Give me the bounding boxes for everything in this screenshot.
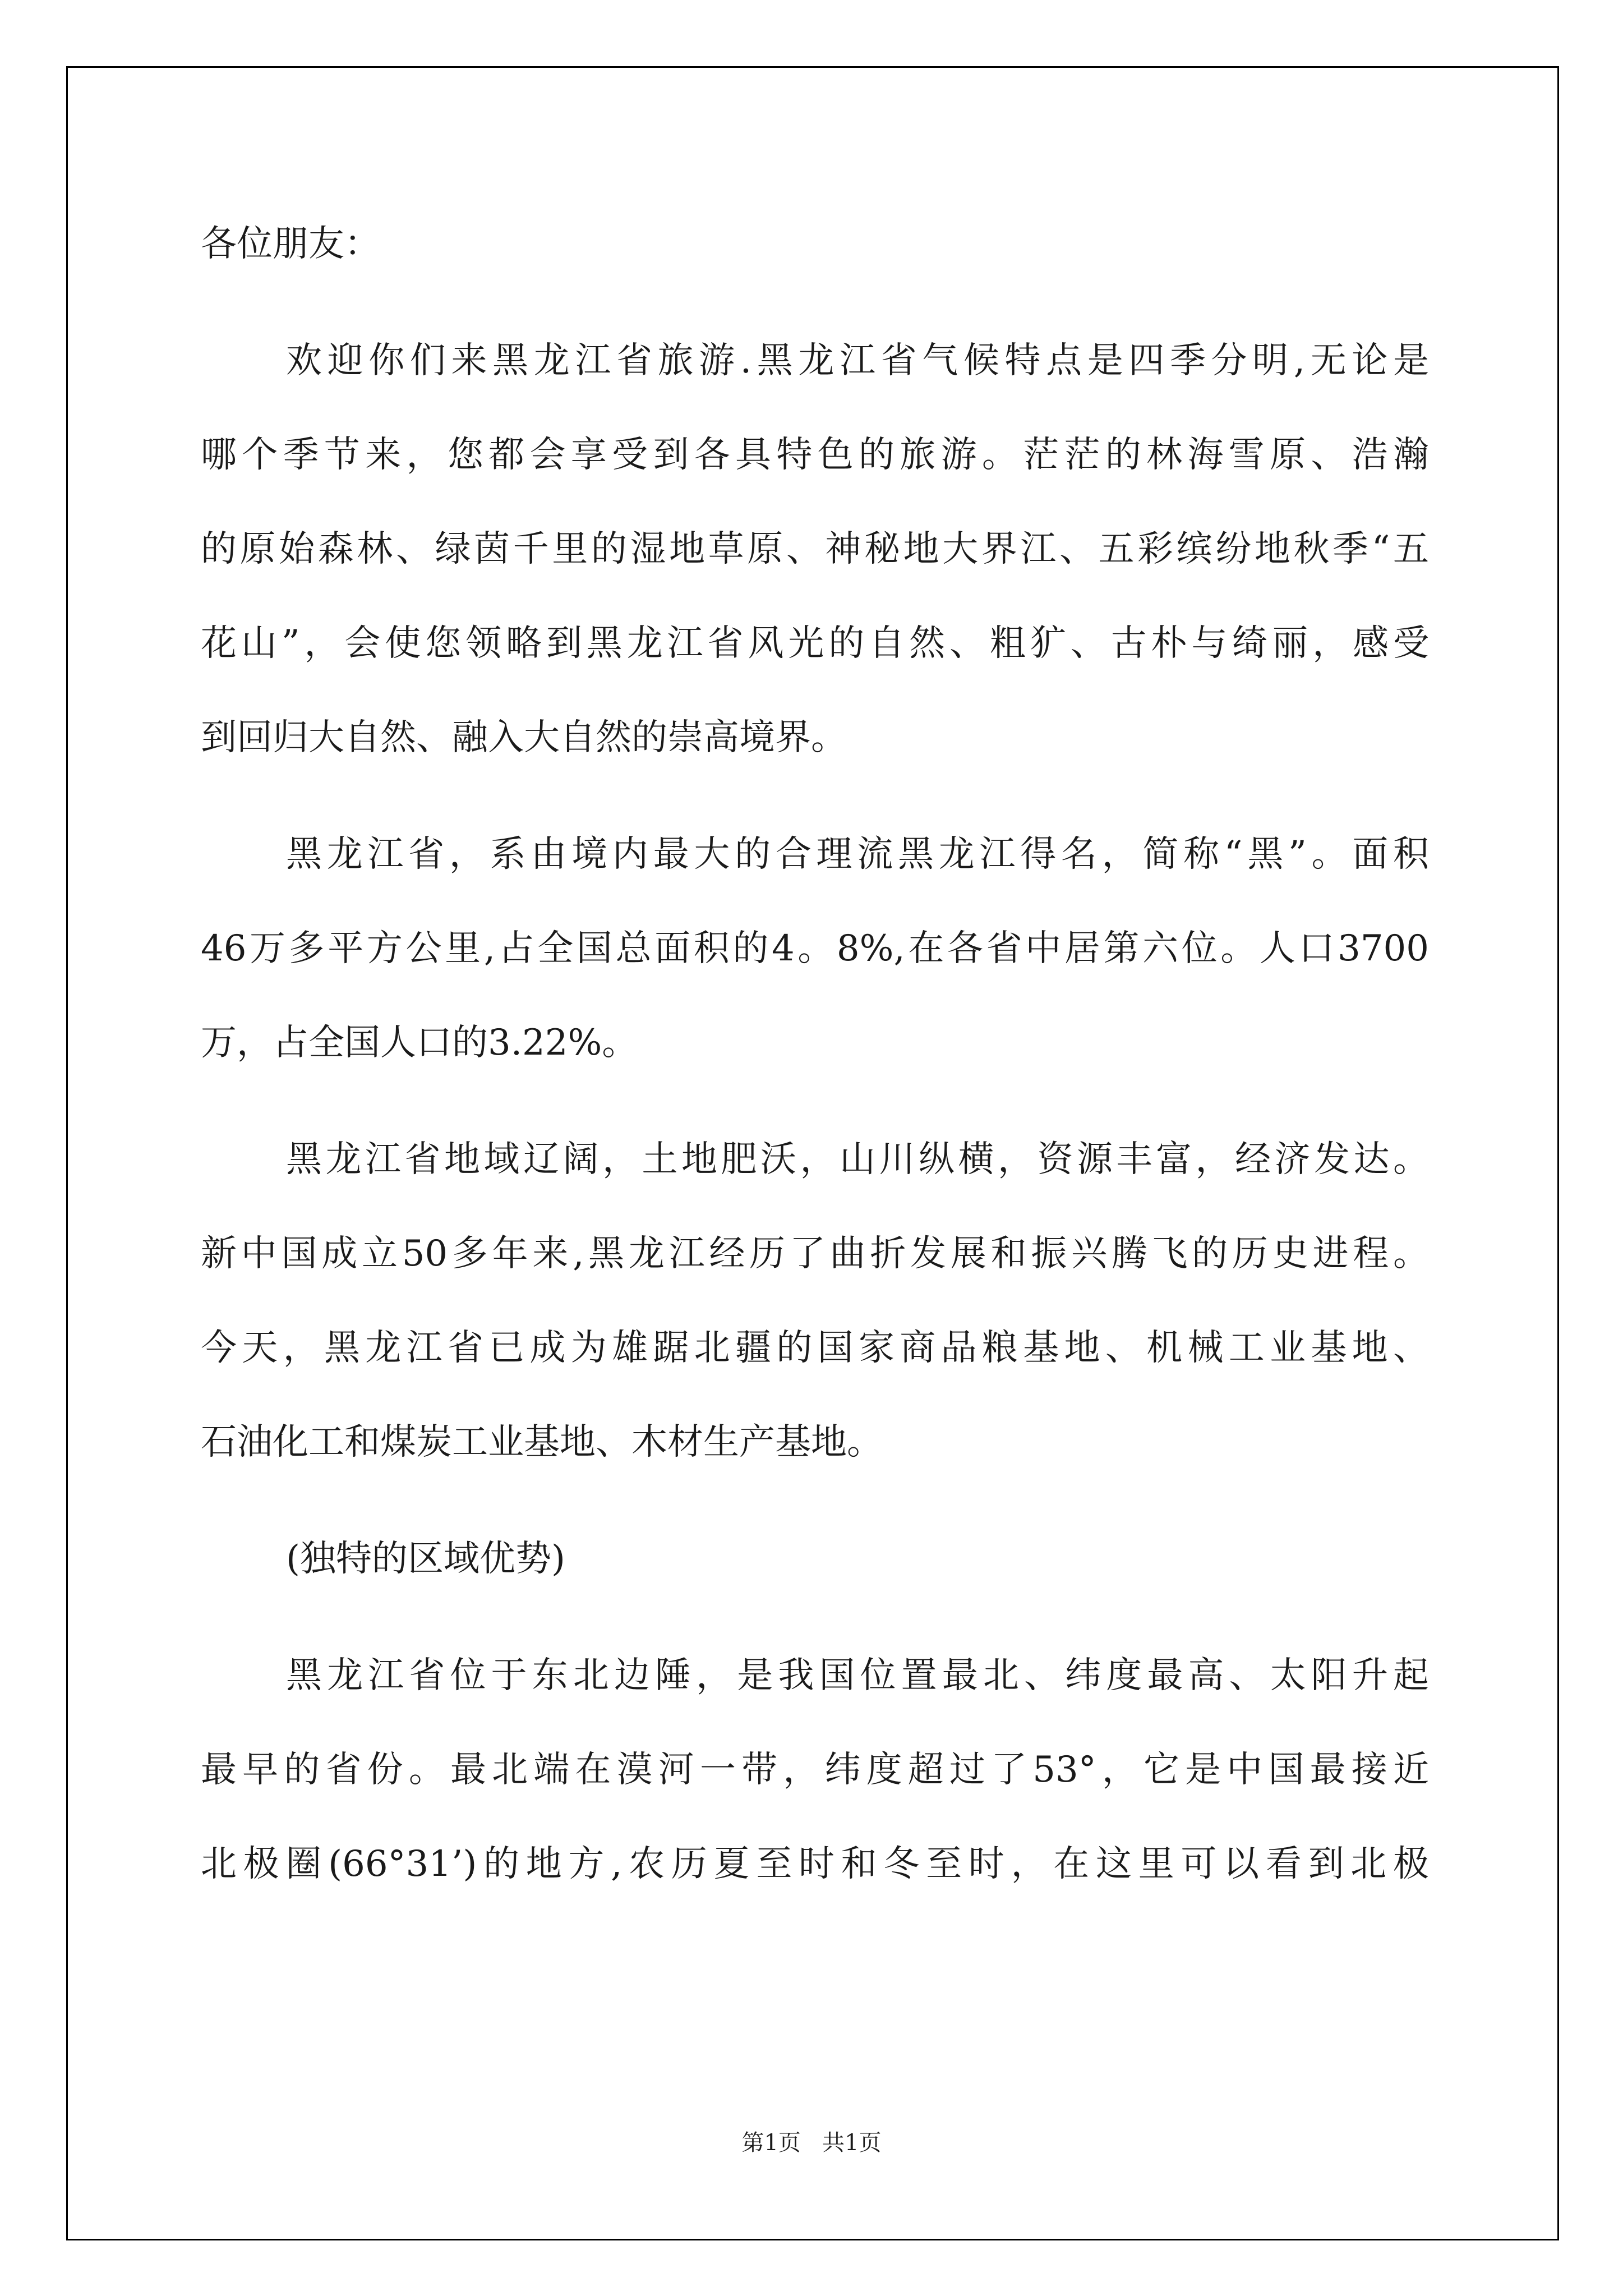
paragraph-1-line-2: 哪个季节来，您都会享受到各具特色的旅游。茫茫的林海雪原、浩瀚 <box>201 434 1429 476</box>
paragraph-3-line-1: 黑龙江省地域辽阔，土地肥沃，山川纵横，资源丰富，经济发达。 <box>286 1139 1429 1180</box>
paragraph-3-line-4: 石油化工和煤炭工业基地、木材生产基地。 <box>201 1421 883 1463</box>
paragraph-2-line-2: 46万多平方公里,占全国总面积的4。8%,在各省中居第六位。人口3700 <box>201 928 1429 969</box>
paragraph-1-line-1: 欢迎你们来黑龙江省旅游.黑龙江省气候特点是四季分明,无论是 <box>286 340 1429 381</box>
paragraph-4-line-1: 黑龙江省位于东北边陲，是我国位置最北、纬度最高、太阳升起 <box>286 1655 1429 1696</box>
paragraph-1-line-5: 到回归大自然、融入大自然的崇高境界。 <box>201 717 847 758</box>
paragraph-1-line-4: 花山”，会使您领略到黑龙江省风光的自然、粗犷、古朴与绮丽，感受 <box>201 623 1429 664</box>
paragraph-1-line-3: 的原始森林、绿茵千里的湿地草原、神秘地大界江、五彩缤纷地秋季“五 <box>201 528 1429 570</box>
paragraph-2-line-1: 黑龙江省，系由境内最大的合理流黑龙江得名，简称“黑”。面积 <box>286 834 1429 875</box>
greeting-line: 各位朋友： <box>201 223 380 265</box>
paragraph-4-line-2: 最早的省份。最北端在漠河一带，纬度超过了53°，它是中国最接近 <box>201 1749 1429 1791</box>
section-heading: (独特的区域优势) <box>286 1538 565 1580</box>
paragraph-3-line-3: 今天，黑龙江省已成为雄踞北疆的国家商品粮基地、机械工业基地、 <box>201 1327 1429 1369</box>
page-footer: 第1页 共1页 <box>741 2130 882 2156</box>
paragraph-2-line-3: 万，占全国人口的3.22%。 <box>201 1022 638 1064</box>
paragraph-3-line-2: 新中国成立50多年来,黑龙江经历了曲折发展和振兴腾飞的历史进程。 <box>201 1233 1429 1274</box>
paragraph-4-line-3: 北极圈(66°31’)的地方,农历夏至时和冬至时，在这里可以看到北极 <box>201 1843 1429 1885</box>
